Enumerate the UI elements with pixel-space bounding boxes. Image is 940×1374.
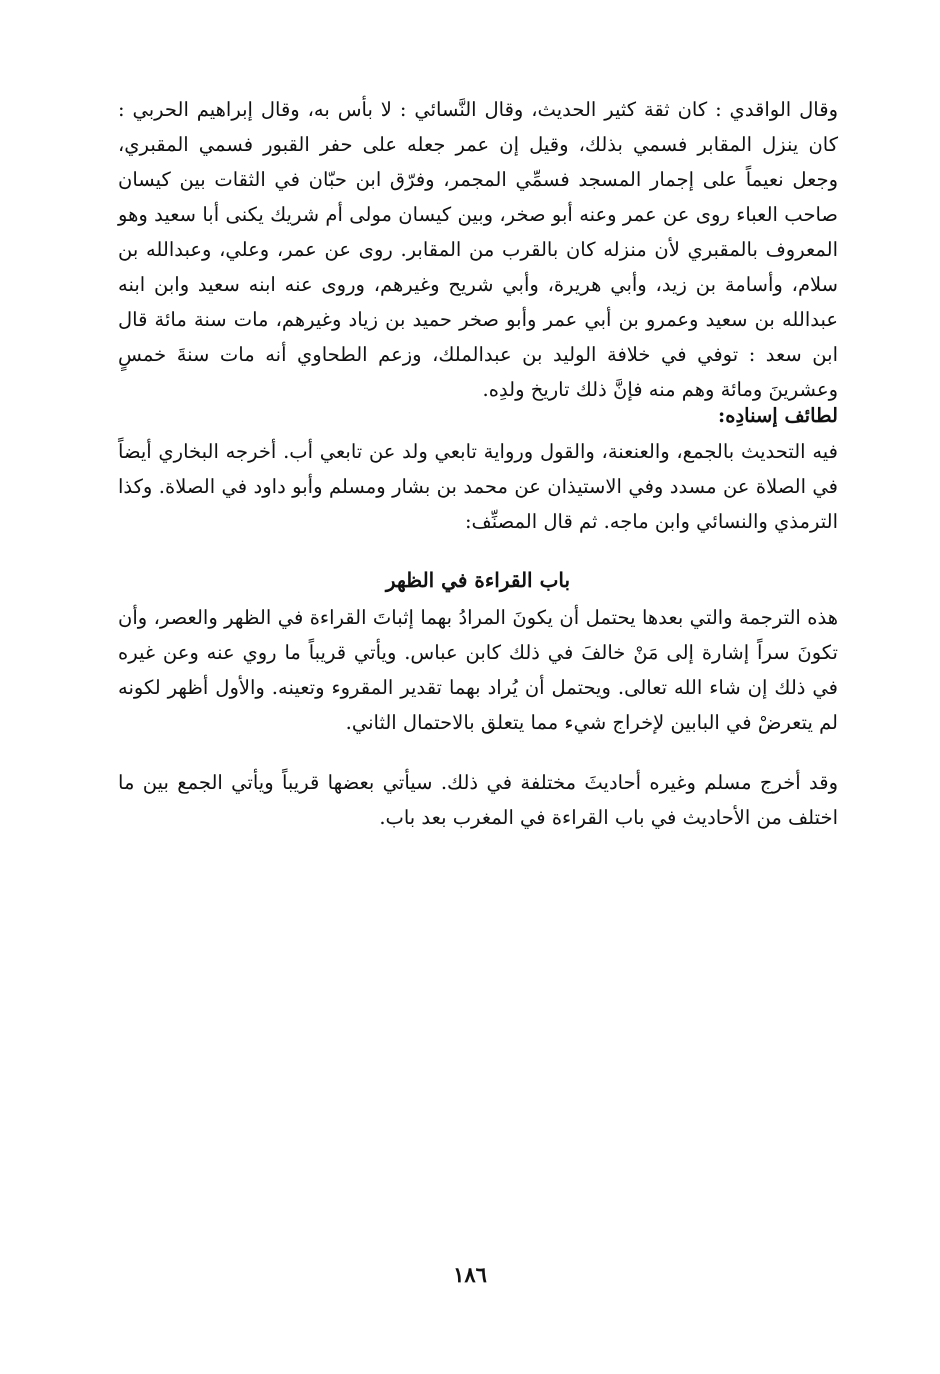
paragraph-chain-notes: فيه التحديث بالجمع، والعنعنة، والقول ورواية تابعي ولد عن تابعي أب. أخرجه البخاري أيضاً في الصلاة عن مسدد وفي الاستيذان عن محمد بن بشار ومسلم وأبو داود في الصلاة. وكذا الترمذي والنسائي وابن ماجه. ثم قال المصنِّف:	[118, 440, 838, 533]
subheading-chain-notes: لطائف إسنادِه:	[718, 404, 838, 427]
paragraph-biography: وقال الواقدي : كان ثقة كثير الحديث، وقال النَّسائي : لا بأس به، وقال إبراهيم الحربي : كان ينزل المقابر فسمي بذلك، وقيل إن عمر جعله على حفر القبور فسمي المقبري، وجعل نعيماً على إجمار المسجد فسمِّي المجمر، وفرّق ابن حبّان في الثقات بين كيسان صاحب العباء روى عن عمر وعنه أبو صخر، وبين كيسان مولى أم شريك يكنى أبا سعيد وهو المعروف بالمقبري لأن منزله كان بالقرب من المقابر. روى عن عمر، وعلي، وعبدالله بن سلام، وأسامة بن زيد، وأبي هريرة، وأبي شريح وغيرهم، وروى عنه ابنه سعيد وابن ابنه عبدالله بن سعيد وعمرو بن أبي عمر وأبو صخر حميد بن زياد وغيرهم، مات سنة مائة قال ابن سعد : توفي في خلافة الوليد بن عبدالملك، وزعم الطحاوي أنه مات سنةَ خمسٍ وعشرينَ ومائة وهم منه فإنَّ ذلك تاريخ ولدِه.	[118, 98, 838, 401]
section-title: باب القراءة في الظهر	[385, 568, 571, 592]
paragraph-chapter-note: وقد أخرج مسلم وغيره أحاديثَ مختلفة في ذلك. سيأتي بعضها قريباً ويأتي الجمع بين ما اختلف من الأحاديث في باب القراءة في المغرب بعد باب.	[118, 771, 838, 829]
paragraph-chapter-explanation: هذه الترجمة والتي بعدها يحتمل أن يكونَ المرادُ بهما إثباتَ القراءة في الظهر والعصر، وأن تكونَ سراً إشارة إلى مَنْ خالفَ في ذلك كابن عباس. ويأتي قريباً ما روي عنه وعن غيره في ذلك إن شاء الله تعالى. ويحتمل أن يُراد بهما تقدير المقروء وتعينه. والأول أظهر لكونه لم يتعرضْ في البابين لإخراج شيء مما يتعلق بالاحتمال الثاني.	[118, 606, 838, 734]
page-number: ١٨٦	[453, 1262, 487, 1287]
